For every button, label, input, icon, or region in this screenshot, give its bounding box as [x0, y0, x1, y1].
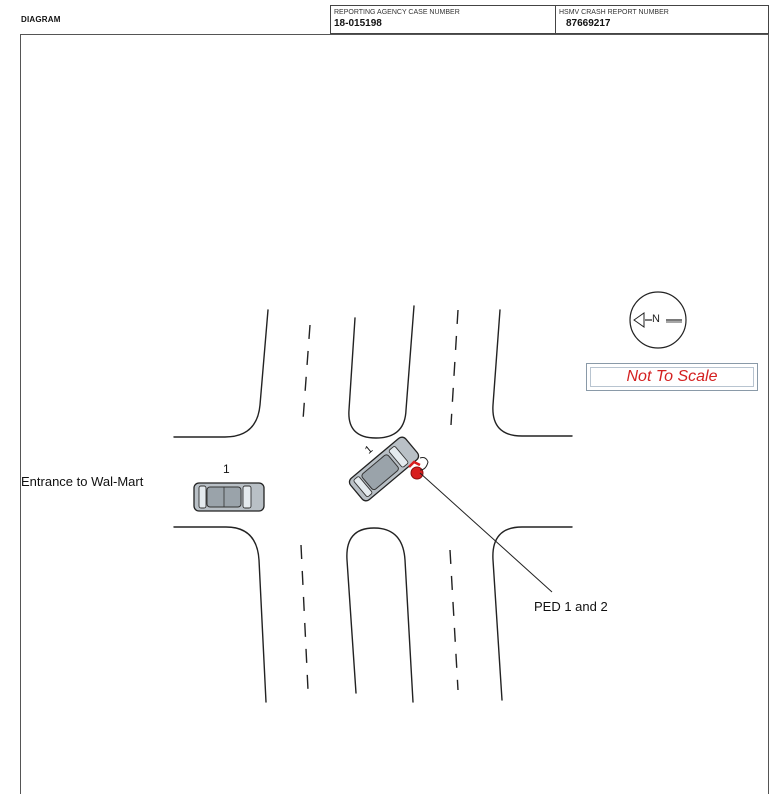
road-edge-nw [174, 310, 268, 437]
compass-north-letter: N [652, 313, 660, 325]
case-number-label: REPORTING AGENCY CASE NUMBER [334, 9, 460, 16]
pedestrian-label: PED 1 and 2 [534, 599, 608, 614]
lane-dashes [301, 310, 458, 690]
vehicle-2-label: 1 [362, 443, 376, 457]
crash-report-value: 87669217 [566, 18, 611, 29]
lane-dash-sw [301, 545, 308, 690]
vehicle-1-icon [194, 483, 264, 511]
scale-note-text: Not To Scale [626, 368, 718, 385]
case-number-value: 18-015198 [334, 18, 382, 29]
lane-dash-nw [303, 325, 310, 420]
median-south [347, 528, 413, 702]
pedestrian-leader-line [420, 473, 552, 592]
lane-dash-se [450, 550, 458, 690]
median-north [349, 306, 414, 438]
road-edge-ne [493, 310, 572, 436]
scale-note-box [586, 363, 758, 391]
header-title: DIAGRAM [21, 15, 61, 24]
vehicle-1-label: 1 [223, 462, 230, 476]
lane-dash-ne [451, 310, 458, 425]
location-label: Entrance to Wal-Mart [21, 474, 144, 489]
vehicle-2-icon [347, 435, 420, 503]
road-edge-sw [174, 527, 266, 702]
crash-report-label: HSMV CRASH REPORT NUMBER [559, 9, 669, 16]
